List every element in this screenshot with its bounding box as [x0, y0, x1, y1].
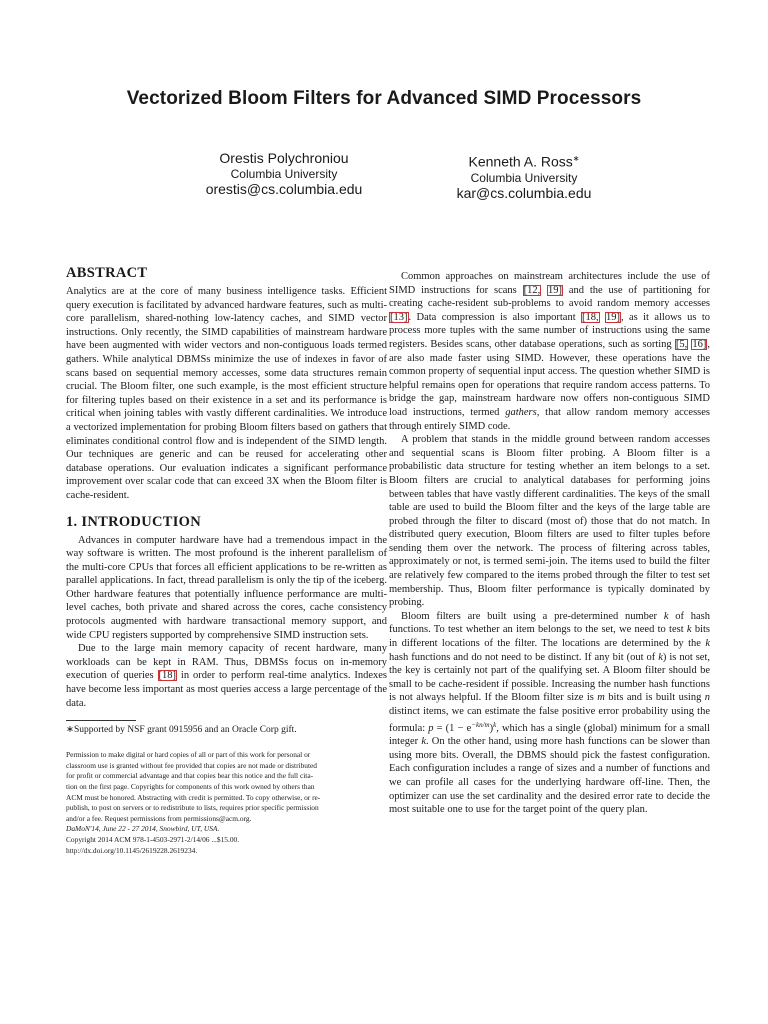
right-paragraph-1: Common approaches on mainstream architectures include the use of SIMD instructions for scans [12, 19] and the use of partitioning for creating cache-resident sub-problems to avoid random memory accesses [13]. Data compression is also important [18, 19], as it allows us to process more tuples with the same number of instructions using the same registers. Besides scans, other database operations, such as sorting [5, 16], are also made faster using SIMD. However, these operations have the common property of sequential input access. The question whether SIMD is helpful remains open for operations that require random access patterns. To bridge the gap, mainstream hardware now offers non-contiguous SIMD load instructions, termed gathers, that allow random memory accesses through entirely SIMD code.	[389, 271, 711, 432]
permission-line: and/or a fee. Request permissions from permissions@acm.org.	[66, 813, 252, 823]
permission-line: publish, to post on servers or to redistribute to lists, requires prior specific permission	[66, 803, 319, 813]
author-affiliation: Columbia University	[470, 170, 578, 185]
author-affiliation: Columbia University	[230, 167, 338, 181]
permission-line: ACM must be honored. Abstracting with credit is permitted. To copy otherwise, or re-	[66, 792, 321, 802]
footnote: ∗Supported by NSF grant 0915956 and an Oracle Corp gift.	[66, 725, 297, 736]
citation-link[interactable]: [12,	[523, 284, 541, 296]
abstract-heading: ABSTRACT	[66, 265, 148, 281]
permission-line: for profit or commercial advantage and that copies bear this notice and the full cita-	[66, 771, 314, 781]
intro-paragraph-1: Advances in computer hardware have had a tremendous impact in the way software is written. The most profound is the inherent parallelism of the multi-core CPUs that forces all efficient applications to be re-written as parallel applications. In fact, thread parallelism is only the tip of the iceberg. Other hardware features that potentially influence performance are multi-level caches, both private and shared across the cores, cache consistency protocols augmented with hardware transactional memory support, and wide CPU registers supported by comprehensive SIMD instruction sets.	[66, 534, 387, 641]
right-column	[389, 270, 710, 817]
intro-paragraph-2: Due to the large main memory capacity of recent hardware, many workloads can be kept in RAM. Thus, DBMSs focus on in-memory execution of queries [18] in order to perform real-time analytics. Indexes have become less important as most queries access a large percentage of the data.	[66, 643, 387, 709]
right-paragraph-2: A problem that stands in the middle ground between random accesses and sequential scans is Bloom filter probing. A Bloom filter is a probabilistic data structure for testing whether an item belongs to a set. Bloom filters are crucial to analytical databases for performing joins between tables that have vastly different cardinalities. The keys of the small table are used to build the Bloom filter and the keys of the large table are probed through the filter to discard (most of) those that do not match. In distributed query execution, Bloom filters are used to filter tuples before sending them over the network. The process of filtering across tables, approximately or not, is termed semi-join. The items used to build the filter are relatively few compared to the items probed through the filter to test set membership. Thus, Bloom filter performance is typically dominated by probing.	[389, 434, 710, 609]
introduction-heading: 1. INTRODUCTION	[66, 513, 202, 530]
footnote-mark: ∗	[572, 154, 580, 163]
citation-link[interactable]: [18]	[158, 670, 177, 682]
permission-line: Permission to make digital or hard copies of all or part of this work for personal or	[66, 750, 311, 760]
left-column	[66, 264, 387, 856]
citation-link[interactable]: 16]	[692, 338, 707, 350]
citation-link[interactable]: [5,	[675, 338, 688, 350]
permission-line: classroom use is granted without fee provided that copies are not made or distributed	[66, 760, 318, 770]
citation-link[interactable]: 19]	[548, 284, 563, 296]
author-1	[154, 150, 414, 198]
permission-line: tion on the first page. Copyrights for components of this work owned by others than	[66, 782, 315, 791]
footnote-rule	[66, 720, 136, 721]
author-name: Orestis Polychroniou	[219, 150, 349, 166]
citation-link[interactable]: [18,	[582, 311, 599, 323]
author-name: Kenneth A. Ross∗	[468, 153, 580, 170]
citation-link[interactable]: [13]	[390, 311, 408, 323]
permission-block	[66, 750, 387, 856]
abstract-text: Analytics are at the core of many business intelligence tasks. Efficient query execution is facilitated by advanced hardware features, such as multi-core parallelism, shared-nothing low-latency caches, and SIMD vector instructions. Only recently, the SIMD capabilities of mainstream hardware have been augmented with wider vectors and non-contiguous loads termed gathers. While analytical DBMSs minimize the use of indexes in favor of scans based on sequential memory accesses, some data structures remain crucial. The Bloom filter, one such example, is the most efficient structure for filtering tuples based on their existence in a set and its performance is critical when joining tables with vastly different cardinalities. We introduce a vectorized implementation for probing Bloom filters based on gathers that eliminates conditional control flow and is independent of the SIMD length. Our techniques are generic and can be reused for accelerating other database operations. Our evaluation indicates a significant performance improvement over scalar code that can exceed 3X when the Bloom filter is cache-resident.	[66, 286, 387, 501]
copyright-line: Copyright 2014 ACM 978-1-4503-2971-2/14/06 ...$15.00.	[66, 834, 240, 844]
venue-line: DaMoN'14, June 22 - 27 2014, Snowbird, UT, USA.	[66, 824, 220, 834]
author-email: orestis@cs.columbia.edu	[205, 181, 363, 197]
error-formula: $p = (1 - e^{-kn/m})^k$	[428, 720, 497, 734]
citation-link[interactable]: 19]	[606, 311, 621, 323]
right-paragraph-3: Bloom filters are built using a pre-determined number k of hash functions. To test whether an item belongs to the set, we need to test k bits in different locations of the filter. The locations are determined by the k hash functions and do not need to be distinct. If any bit (out of k) is not set, the key is certainly not part of the qualifying set. A Bloom filter should be small to be cache-resident if possible. Increasing the number hash functions is not always helpful. If the Bloom filter size is m bits and is built using n distinct items, we can estimate the false positive error probability using the formula: $p = (1 - e^{-kn/m})^k$, which has a single (global) minimum for a small integer k. On the other hand, using more hash functions can be slower than using more bits. Overall, the DBMS should pick the fastest configuration. Each configuration includes a range of sizes and a number of functions and we can profile all cases for the underlying hardware off-line. Then, the optimizer can use the set cardinality and the desired error rate to decide the most suitable one to use for the target point of the query plan.	[389, 610, 710, 816]
paper-title: Vectorized Bloom Filters for Advanced SIMD Processors	[126, 88, 642, 109]
doi-line: http://dx.doi.org/10.1145/2619228.2619234.	[66, 845, 198, 855]
author-2	[394, 150, 654, 202]
author-email: kar@cs.columbia.edu	[456, 184, 592, 201]
